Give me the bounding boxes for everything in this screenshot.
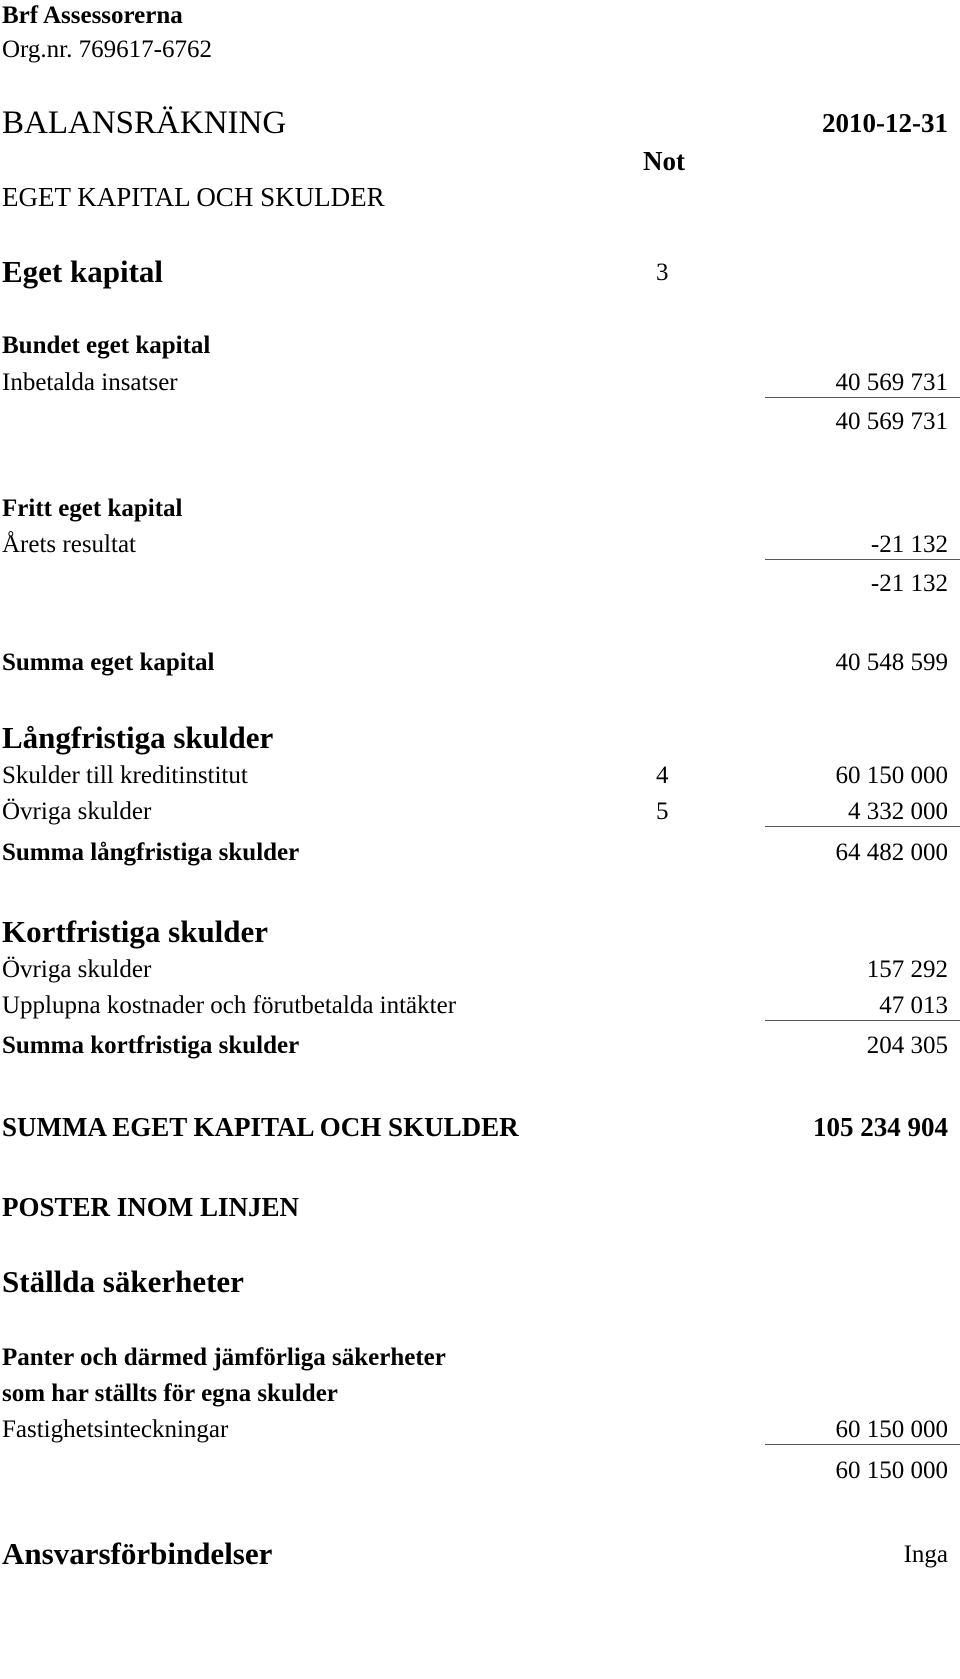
fastighetsinteckningar-label: Fastighetsinteckningar [2,1416,229,1443]
inbetalda-insatser-value: 40 569 731 [835,369,948,396]
fritt-eget-kapital-heading: Fritt eget kapital [2,495,183,522]
summa-eget-kapital-label: Summa eget kapital [2,649,215,676]
panter-heading-line2: som har ställts för egna skulder [2,1380,338,1407]
note-column-header: Not [643,146,685,176]
summa-langfristiga-value: 64 482 000 [835,839,948,866]
ansvarsforbindelser-label: Ansvarsförbindelser [2,1536,273,1571]
arets-resultat-value: -21 132 [870,531,948,558]
subtotal-rule [765,1444,960,1445]
ansvarsforbindelser-value: Inga [903,1541,948,1568]
balance-date: 2010-12-31 [822,108,948,138]
langfristiga-row-note: 4 [656,762,669,789]
fastighetsinteckningar-value: 60 150 000 [835,1416,948,1443]
fritt-subtotal-value: -21 132 [870,570,948,597]
kortfristiga-row-value: 47 013 [879,992,948,1019]
fastighetsinteckningar-subtotal: 60 150 000 [835,1457,948,1484]
arets-resultat-label: Årets resultat [2,531,136,558]
poster-inom-linjen-heading: POSTER INOM LINJEN [2,1192,300,1222]
langfristiga-skulder-heading: Långfristiga skulder [2,720,274,755]
kortfristiga-row-value: 157 292 [866,956,948,983]
kortfristiga-skulder-heading: Kortfristiga skulder [2,914,269,949]
eget-kapital-note: 3 [656,259,669,286]
kortfristiga-row-label: Upplupna kostnader och förutbetalda intäkter [2,992,457,1019]
total-label: SUMMA EGET KAPITAL OCH SKULDER [2,1112,519,1142]
summa-langfristiga-label: Summa långfristiga skulder [2,839,300,866]
total-value: 105 234 904 [813,1112,948,1142]
summa-kortfristiga-label: Summa kortfristiga skulder [2,1032,300,1059]
langfristiga-row-value: 4 332 000 [848,798,948,825]
page-title: BALANSRÄKNING [2,105,287,141]
organization-name: Brf Assessorerna [2,2,183,29]
subtotal-rule [765,559,960,560]
kortfristiga-row-label: Övriga skulder [2,956,152,983]
subtotal-rule [765,397,960,398]
bundet-subtotal-value: 40 569 731 [835,408,948,435]
eget-kapital-heading: Eget kapital [2,254,164,289]
langfristiga-row-value: 60 150 000 [835,762,948,789]
subtotal-rule [765,826,960,827]
summa-eget-kapital-value: 40 548 599 [835,649,948,676]
langfristiga-row-label: Övriga skulder [2,798,152,825]
organization-number: Org.nr. 769617-6762 [2,36,212,63]
section-subtitle: EGET KAPITAL OCH SKULDER [2,182,385,212]
panter-heading-line1: Panter och därmed jämförliga säkerheter [2,1344,446,1371]
langfristiga-row-label: Skulder till kreditinstitut [2,762,248,789]
bundet-eget-kapital-heading: Bundet eget kapital [2,332,211,359]
stallda-sakerheter-heading: Ställda säkerheter [2,1264,244,1299]
summa-kortfristiga-value: 204 305 [866,1032,948,1059]
langfristiga-row-note: 5 [656,798,669,825]
subtotal-rule [765,1020,960,1021]
inbetalda-insatser-label: Inbetalda insatser [2,369,178,396]
